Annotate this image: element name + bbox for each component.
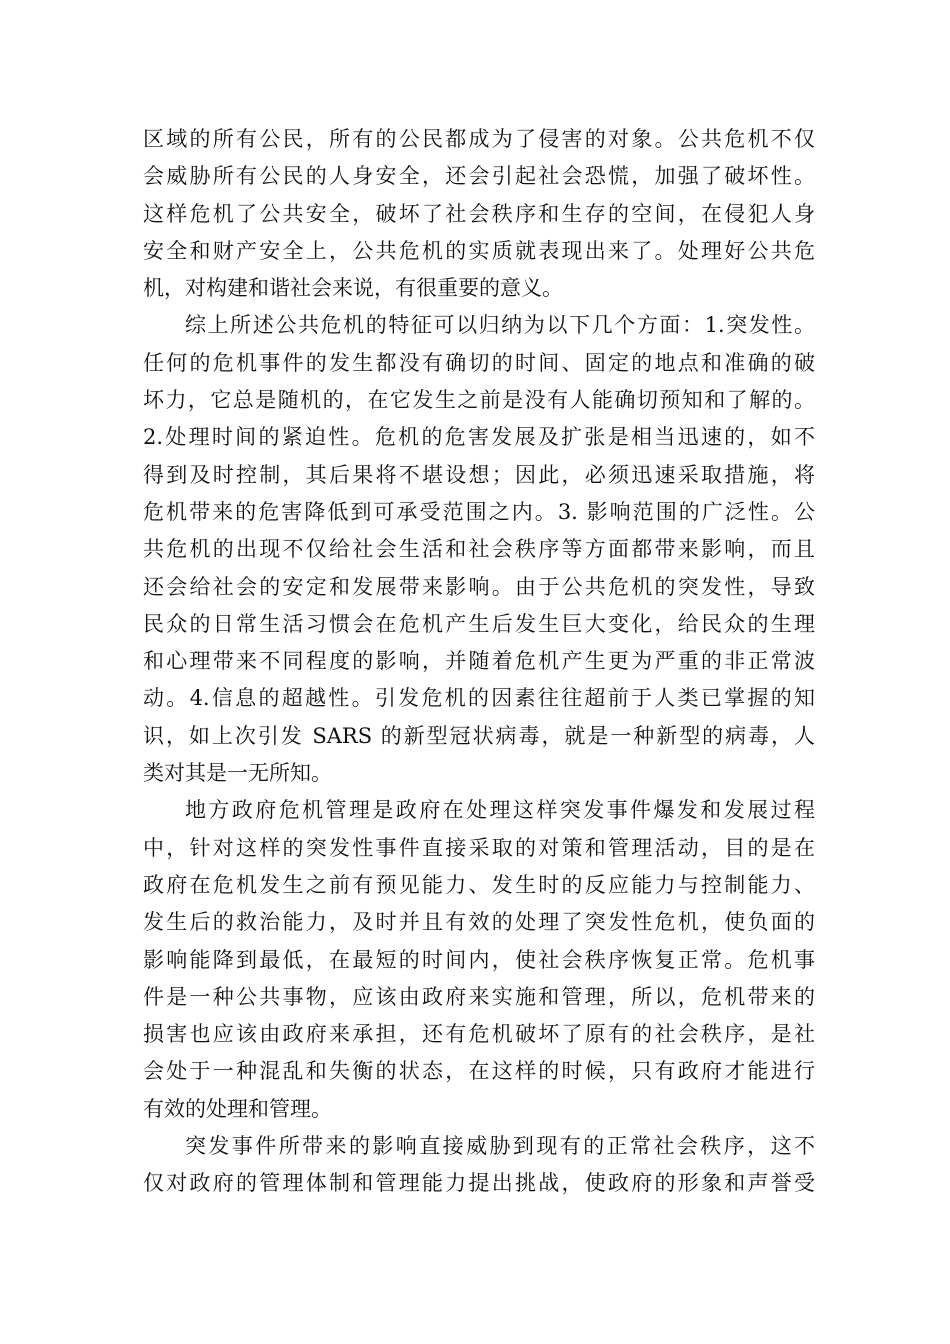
text-line: 影响能降到最低，在最短的时间内，使社会秩序恢复正常。危机事 — [143, 947, 815, 972]
text-line: 发生后的救治能力，及时并且有效的处理了突发性危机，使负面的 — [143, 910, 815, 935]
text-line: 件是一种公共事物，应该由政府来实施和管理，所以，危机带来的 — [143, 984, 815, 1009]
text-line: 损害也应该由政府来承担，还有危机破坏了原有的社会秩序，是社 — [143, 1022, 815, 1047]
text-line: 中，针对这样的突发性事件直接采取的对策和管理活动，目的是在 — [143, 835, 815, 860]
paragraph-first-line: 突发事件所带来的影响直接威胁到现有的正常社会秩序，这不 — [185, 1134, 815, 1159]
text-line: 危机带来的危害降低到可承受范围之内。3. 影响范围的广泛性。公 — [143, 499, 815, 524]
text-line: 坏力，它总是随机的，在它发生之前是没有人能确切预知和了解的。 — [143, 388, 815, 413]
text-line: 还会给社会的安定和发展带来影响。由于公共危机的突发性，导致 — [143, 574, 815, 599]
text-line: 民众的日常生活习惯会在危机产生后发生巨大变化，给民众的生理 — [143, 611, 815, 636]
text-line: 识，如上次引发 SARS 的新型冠状病毒，就是一种新型的病毒，人 — [143, 723, 815, 748]
text-line: 仅对政府的管理体制和管理能力提出挑战，使政府的形象和声誉受 — [143, 1171, 815, 1196]
text-line: 任何的危机事件的发生都没有确切的时间、固定的地点和准确的破 — [143, 350, 815, 375]
text-line: 有效的处理和管理。 — [143, 1096, 332, 1121]
text-line: 类对其是一无所知。 — [143, 761, 332, 786]
text-line: 政府在危机发生之前有预见能力、发生时的反应能力与控制能力、 — [143, 872, 815, 897]
text-line: 机，对构建和谐社会来说，有很重要的意义。 — [143, 276, 563, 301]
text-line: 会威胁所有公民的人身安全，还会引起社会恐慌，加强了破坏性。 — [143, 164, 815, 189]
text-line: 共危机的出现不仅给社会生活和社会秩序等方面都带来影响，而且 — [143, 537, 815, 562]
text-line: 这样危机了公共安全，破坏了社会秩序和生存的空间，在侵犯人身 — [143, 201, 815, 226]
paragraph-first-line: 综上所述公共危机的特征可以归纳为以下几个方面：1.突发性。 — [185, 313, 815, 338]
body-text — [143, 121, 815, 1203]
text-line: 和心理带来不同程度的影响，并随着危机产生更为严重的非正常波 — [143, 649, 815, 674]
text-line: 会处于一种混乱和失衡的状态，在这样的时候，只有政府才能进行 — [143, 1059, 815, 1084]
text-line: 区域的所有公民，所有的公民都成为了侵害的对象。公共危机不仅 — [143, 127, 815, 151]
text-line: 安全和财产安全上，公共危机的实质就表现出来了。处理好公共危 — [143, 238, 815, 263]
paragraph-first-line: 地方政府危机管理是政府在处理这样突发事件爆发和发展过程 — [185, 798, 815, 823]
text-line: 动。4.信息的超越性。引发危机的因素往往超前于人类已掌握的知 — [143, 686, 815, 711]
text-line: 得到及时控制，其后果将不堪设想；因此，必须迅速采取措施，将 — [143, 462, 815, 487]
text-line: 2.处理时间的紧迫性。危机的危害发展及扩张是相当迅速的，如不 — [143, 425, 815, 450]
